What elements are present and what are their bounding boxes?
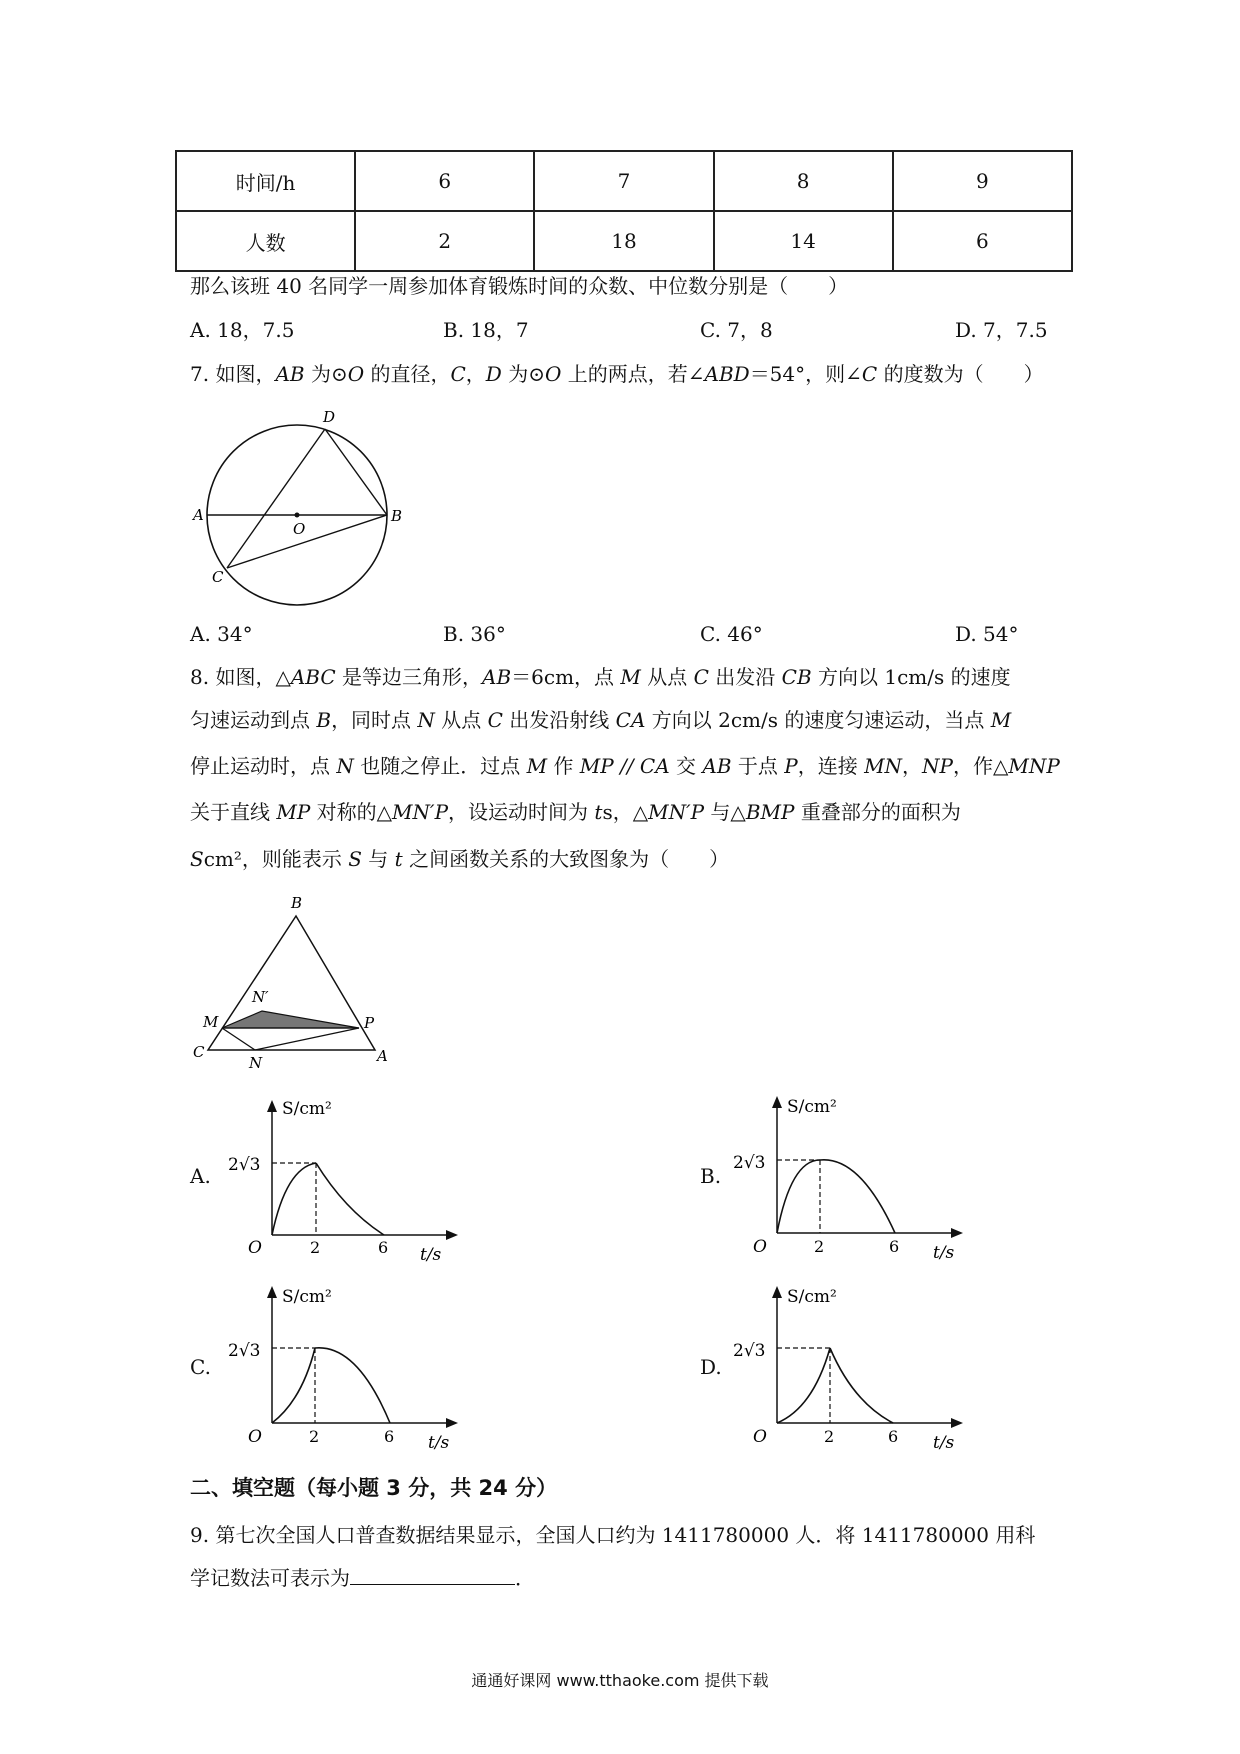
answer-blank[interactable] (350, 1564, 515, 1585)
label-a: A (377, 1047, 388, 1065)
q7-circle-figure (185, 400, 415, 620)
x-tick-label: 6 (378, 1238, 389, 1257)
q8-text: 重叠部分的面积为 (794, 800, 961, 824)
table-cell: 6 (355, 151, 534, 211)
q8-text: 与△ (704, 800, 746, 824)
x-arrow-icon (446, 1418, 458, 1428)
origin-label: O (753, 1237, 767, 1257)
q8-text: 8. 如图，△ (190, 665, 291, 689)
q8-option-b: B. (700, 1164, 722, 1188)
q8-text: ，连接 (797, 754, 865, 778)
q7-stem (190, 360, 1044, 388)
table-cell: 14 (714, 211, 893, 271)
x-arrow-icon (951, 1228, 963, 1238)
curve-fall (830, 1348, 893, 1423)
q8-text: ， (902, 754, 923, 778)
q8-text: 方向以 2cm/s 的速度匀速运动，当点 (645, 708, 991, 732)
graph-b (725, 1090, 975, 1270)
q8-text: M (620, 665, 641, 689)
q8-text: AB (702, 754, 732, 778)
q8-text: 关于直线 (190, 800, 277, 824)
curve-fall (316, 1163, 384, 1235)
q7-text: ABD (704, 362, 750, 386)
q8-text: 出发沿 (708, 665, 782, 689)
q8-text: N (336, 754, 354, 778)
table-header-cell: 人数 (176, 211, 355, 271)
x-tick-label: 6 (384, 1427, 395, 1446)
x-arrow-icon (951, 1418, 963, 1428)
q8-text: MP // CA (579, 754, 670, 778)
table-cell: 6 (893, 211, 1072, 271)
q8-text: ＝6cm，点 (511, 665, 621, 689)
q8-text: C (693, 665, 709, 689)
q7-text: 的度数为（ ） (877, 362, 1044, 386)
q8-text: M (526, 754, 548, 778)
chord-db (325, 429, 387, 515)
center-point (295, 513, 300, 518)
table-cell: 18 (534, 211, 713, 271)
curve-rise (272, 1163, 316, 1235)
table-cell: 7 (534, 151, 713, 211)
table-header-cell: 时间/h (176, 151, 355, 211)
page-footer: 通通好课网 www.tthaoke.com 提供下载 (471, 1671, 769, 1690)
q8-text: CB (781, 665, 812, 689)
y-arrow-icon (772, 1096, 782, 1108)
x-tick-label: 2 (309, 1427, 320, 1446)
label-m: M (203, 1013, 219, 1031)
q8-text: 作 (547, 754, 580, 778)
q8-text: 对称的△ (310, 800, 393, 824)
q8-text: P (784, 754, 798, 778)
q7-text: C (861, 362, 878, 386)
q8-text: AB (482, 665, 512, 689)
q8-text: ，作△ (953, 754, 1009, 778)
q8-triangle-figure (185, 885, 405, 1075)
q7-text: AB (275, 362, 305, 386)
q8-text: s，△ (602, 800, 649, 824)
table-cell: 2 (355, 211, 534, 271)
q7-text: D (485, 362, 502, 386)
y-arrow-icon (772, 1286, 782, 1298)
label-o: O (293, 520, 306, 538)
q8-text: 从点 (434, 708, 488, 732)
x-tick-label: 2 (824, 1427, 835, 1446)
q8-line (190, 706, 1011, 734)
q7-option-a: A. 34° (190, 622, 253, 646)
q8-text: ，设运动时间为 (448, 800, 595, 824)
q9-line (190, 1564, 535, 1592)
chord-cb (227, 515, 387, 568)
label-n: N (249, 1054, 263, 1072)
graph-c (220, 1280, 470, 1460)
q8-text: 之间函数关系的大致图象为（ ） (402, 847, 730, 871)
q8-text: 与 (361, 847, 395, 871)
q8-option-d: D. (700, 1355, 722, 1379)
chord-dc (227, 429, 325, 568)
label-c: C (212, 568, 224, 586)
curve-rise (272, 1348, 315, 1423)
curve-rise (777, 1160, 820, 1233)
q6-option-c: C. 7，8 (700, 318, 773, 342)
curve-fall (315, 1348, 390, 1423)
origin-label: O (753, 1427, 767, 1447)
table-row (176, 211, 1072, 271)
q8-text: S (190, 847, 204, 871)
q8-text: S (348, 847, 362, 871)
q8-line (190, 845, 729, 873)
q8-text: CA (615, 708, 646, 732)
x-axis-label: t/s (428, 1433, 450, 1453)
x-tick-label: 6 (888, 1427, 899, 1446)
section-heading: 二、填空题（每小题 3 分，共 24 分） (190, 1476, 558, 1500)
q8-line (190, 798, 961, 826)
q7-text: 上的两点，若∠ (561, 362, 705, 386)
table-cell: 8 (714, 151, 893, 211)
q8-text: ，同时点 (331, 708, 418, 732)
q7-text: 为⊙ (501, 362, 545, 386)
q8-text: cm²，则能表示 (203, 847, 349, 871)
q8-text: t (394, 847, 403, 871)
y-axis-label: S/cm² (282, 1287, 332, 1307)
x-tick-label: 2 (310, 1238, 321, 1257)
q8-option-c: C. (190, 1355, 211, 1379)
q8-text: MP (276, 800, 311, 824)
q8-line (190, 752, 1060, 780)
q7-text: 的直径， (364, 362, 451, 386)
q8-option-a: A. (190, 1164, 211, 1188)
q8-text: 出发沿射线 (502, 708, 616, 732)
label-b: B (291, 894, 303, 912)
q7-text: C (450, 362, 466, 386)
q7-option-b: B. 36° (443, 622, 506, 646)
q7-text: 为⊙ (304, 362, 348, 386)
y-axis-label: S/cm² (787, 1097, 837, 1117)
q8-text: C (487, 708, 503, 732)
origin-label: O (248, 1427, 262, 1447)
exercise-time-table (175, 150, 1073, 272)
x-tick-label: 6 (889, 1237, 900, 1256)
segment-mn (222, 1028, 255, 1050)
q8-text: ABC (290, 665, 336, 689)
q7-option-c: C. 46° (700, 622, 763, 646)
q8-text: 于点 (731, 754, 785, 778)
x-axis-label: t/s (933, 1243, 955, 1263)
graph-d (725, 1280, 975, 1460)
x-arrow-icon (446, 1230, 458, 1240)
q8-text: B (316, 708, 332, 732)
curve-fall (820, 1160, 895, 1233)
q7-text: O (544, 362, 562, 386)
label-d: D (323, 408, 336, 426)
q8-text: MN′P (392, 800, 449, 824)
peak-label: 2√3 (228, 1341, 261, 1361)
q9-text: 学记数法可表示为 (190, 1566, 350, 1590)
q8-text: 停止运动时，点 (190, 754, 337, 778)
q8-text: N (417, 708, 435, 732)
q8-text: MN (864, 754, 903, 778)
q8-text: t (594, 800, 603, 824)
q8-text: 从点 (640, 665, 694, 689)
q8-text: BMP (745, 800, 795, 824)
table-cell: 9 (893, 151, 1072, 211)
y-arrow-icon (267, 1286, 277, 1298)
label-p: P (364, 1014, 375, 1032)
q7-text: O (347, 362, 365, 386)
q6-option-a: A. 18，7.5 (190, 318, 295, 342)
x-tick-label: 2 (814, 1237, 825, 1256)
q8-text: 匀速运动到点 (190, 708, 317, 732)
x-axis-label: t/s (420, 1245, 442, 1265)
q8-text: 也随之停止．过点 (353, 754, 527, 778)
q7-text: ， (465, 362, 486, 386)
y-arrow-icon (267, 1100, 277, 1112)
q7-text: ＝54°，则∠ (749, 362, 862, 386)
segment-np (255, 1028, 359, 1050)
q8-text: MN′P (648, 800, 705, 824)
q8-line (190, 663, 1011, 691)
label-a: A (193, 506, 204, 524)
x-axis-label: t/s (933, 1433, 955, 1453)
q7-text: 7. 如图， (190, 362, 276, 386)
y-axis-label: S/cm² (787, 1287, 837, 1307)
origin-label: O (248, 1238, 262, 1258)
peak-label: 2√3 (733, 1341, 766, 1361)
q8-text: 交 (669, 754, 703, 778)
peak-label: 2√3 (733, 1153, 766, 1173)
q7-option-d: D. 54° (955, 622, 1019, 646)
shaded-overlap (222, 1011, 359, 1028)
q8-text: NP (922, 754, 954, 778)
label-n-prime: N′ (252, 988, 269, 1006)
q6-option-b: B. 18，7 (443, 318, 529, 342)
table-row (176, 151, 1072, 211)
q9-line: 9. 第七次全国人口普查数据结果显示，全国人口约为 1411780000 人．将 1411780000 用科 (190, 1523, 1036, 1547)
q6-option-d: D. 7，7.5 (955, 318, 1048, 342)
peak-label: 2√3 (228, 1155, 261, 1175)
q8-text: MNP (1008, 754, 1060, 778)
curve-rise (777, 1348, 830, 1423)
graph-a (220, 1090, 470, 1270)
label-b: B (391, 507, 403, 525)
q9-text: ． (515, 1566, 535, 1590)
label-c: C (193, 1043, 205, 1061)
q8-text: 是等边三角形， (335, 665, 483, 689)
q8-text: M (990, 708, 1012, 732)
y-axis-label: S/cm² (282, 1099, 332, 1119)
q6-stem: 那么该班 40 名同学一周参加体育锻炼时间的众数、中位数分别是（ ） (190, 274, 849, 298)
q8-text: 方向以 1cm/s 的速度 (811, 665, 1011, 689)
